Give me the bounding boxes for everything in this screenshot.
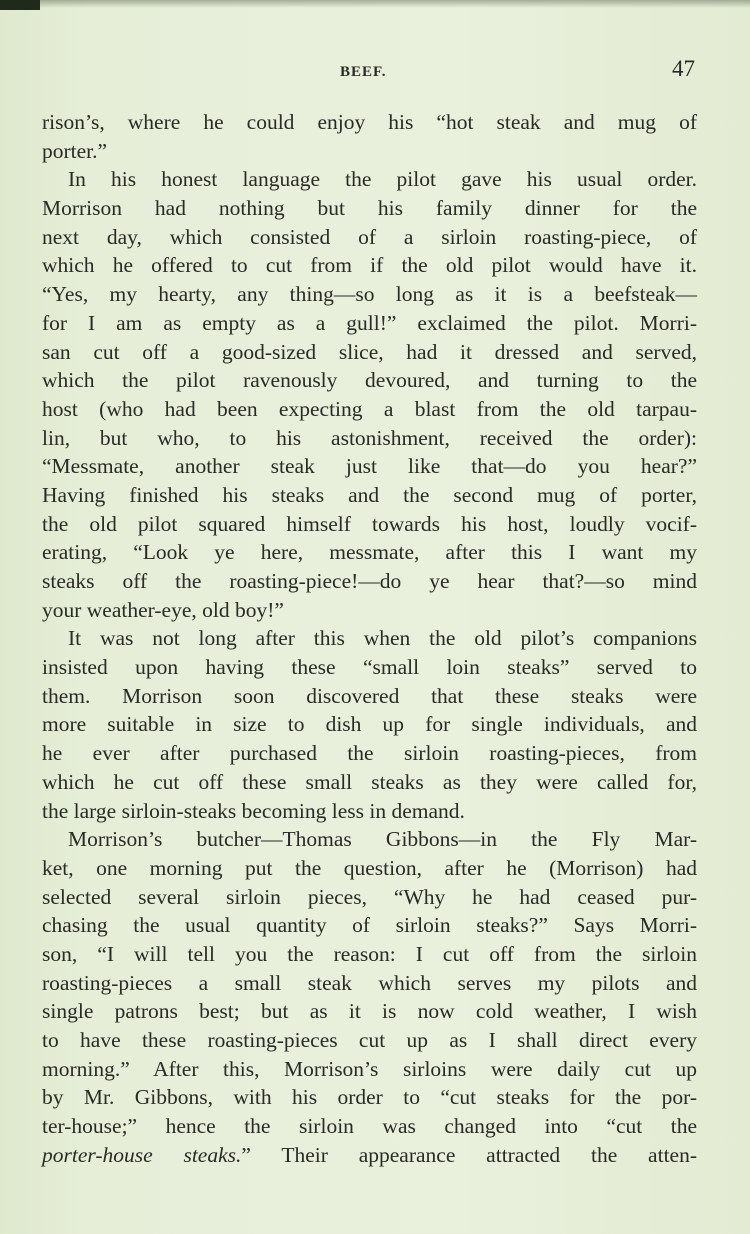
text-line: ket, one morning put the question, after he (Morrison) had	[42, 855, 697, 880]
text-line: lin, but who, to his astonishment, received the order):	[42, 425, 697, 450]
text-line: chasing the usual quantity of sirloin steaks?” Says Morri-	[42, 913, 697, 938]
text-line: selected several sirloin pieces, “Why he had ceased pur-	[42, 884, 697, 909]
page-number: 47	[672, 56, 695, 81]
text-line: Morrison’s butcher—Thomas Gibbons—in the Fly Mar-	[68, 827, 697, 852]
text-line: rison’s, where he could enjoy his “hot steak and mug of	[42, 110, 697, 134]
text-line: porter.”	[42, 138, 108, 163]
text-line-final	[42, 1141, 697, 1170]
text-line: erating, “Look ye here, messmate, after this I want my	[42, 540, 697, 565]
text-line: host (who had been expecting a blast from the old tarpau-	[42, 396, 697, 421]
text-line: which he offered to cut from if the old pilot would have it.	[42, 253, 697, 278]
text-line: the old pilot squared himself towards his host, loudly vocif-	[42, 511, 697, 536]
text-line: Morrison had nothing but his family dinner for the	[42, 196, 697, 221]
text-line: your weather-eye, old boy!”	[42, 597, 284, 622]
text-line: It was not long after this when the old pilot’s companions	[68, 626, 697, 651]
text-line: insisted upon having these “small loin steaks” served to	[42, 655, 697, 680]
italic-phrase: porter-house steaks.	[42, 1142, 242, 1167]
text-line: to have these roasting-pieces cut up as I shall direct every	[42, 1028, 697, 1052]
text-line: Having finished his steaks and the second mug of porter,	[42, 482, 697, 507]
text-line: he ever after purchased the sirloin roasting-pieces, from	[42, 741, 697, 766]
text-line: which he cut off these small steaks as they were called for,	[42, 769, 697, 794]
text-line: single patrons best; but as it is now cold weather, I wish	[42, 999, 697, 1024]
page-corner-shadow	[0, 0, 40, 10]
text-line: son, “I will tell you the reason: I cut off from the sirloin	[42, 941, 697, 966]
text-line: ter-house;” hence the sirloin was changed into “cut the	[42, 1114, 697, 1139]
text-line: roasting-pieces a small steak which serves my pilots and	[42, 970, 697, 995]
text-line: “Messmate, another steak just like that—do you hear?”	[42, 454, 697, 479]
final-line-rest: ” Their appearance attracted the atten-	[241, 1142, 697, 1167]
text-line: morning.” After this, Morrison’s sirloins were daily cut up	[42, 1056, 697, 1081]
text-line: the large sirloin-steaks becoming less in demand.	[42, 798, 465, 823]
running-title: BEEF.	[340, 64, 387, 80]
text-line: “Yes, my hearty, any thing—so long as it is a beefsteak—	[42, 282, 697, 307]
text-line: more suitable in size to dish up for single individuals, and	[42, 712, 697, 737]
page-edge-shadow	[0, 0, 750, 8]
text-line: for I am as empty as a gull!” exclaimed the pilot. Morri-	[42, 310, 697, 335]
text-line: which the pilot ravenously devoured, and turning to the	[42, 368, 697, 393]
text-line: next day, which consisted of a sirloin roasting-piece, of	[42, 224, 697, 249]
text-line: by Mr. Gibbons, with his order to “cut steaks for the por-	[42, 1085, 697, 1110]
text-line: steaks off the roasting-piece!—do ye hear that?—so mind	[42, 569, 697, 593]
text-line: In his honest language the pilot gave his usual order.	[68, 167, 697, 192]
text-line: san cut off a good-sized slice, had it dressed and served,	[42, 339, 697, 364]
body-text	[42, 108, 697, 1169]
text-line: them. Morrison soon discovered that these steaks were	[42, 683, 697, 708]
running-head	[0, 56, 750, 86]
